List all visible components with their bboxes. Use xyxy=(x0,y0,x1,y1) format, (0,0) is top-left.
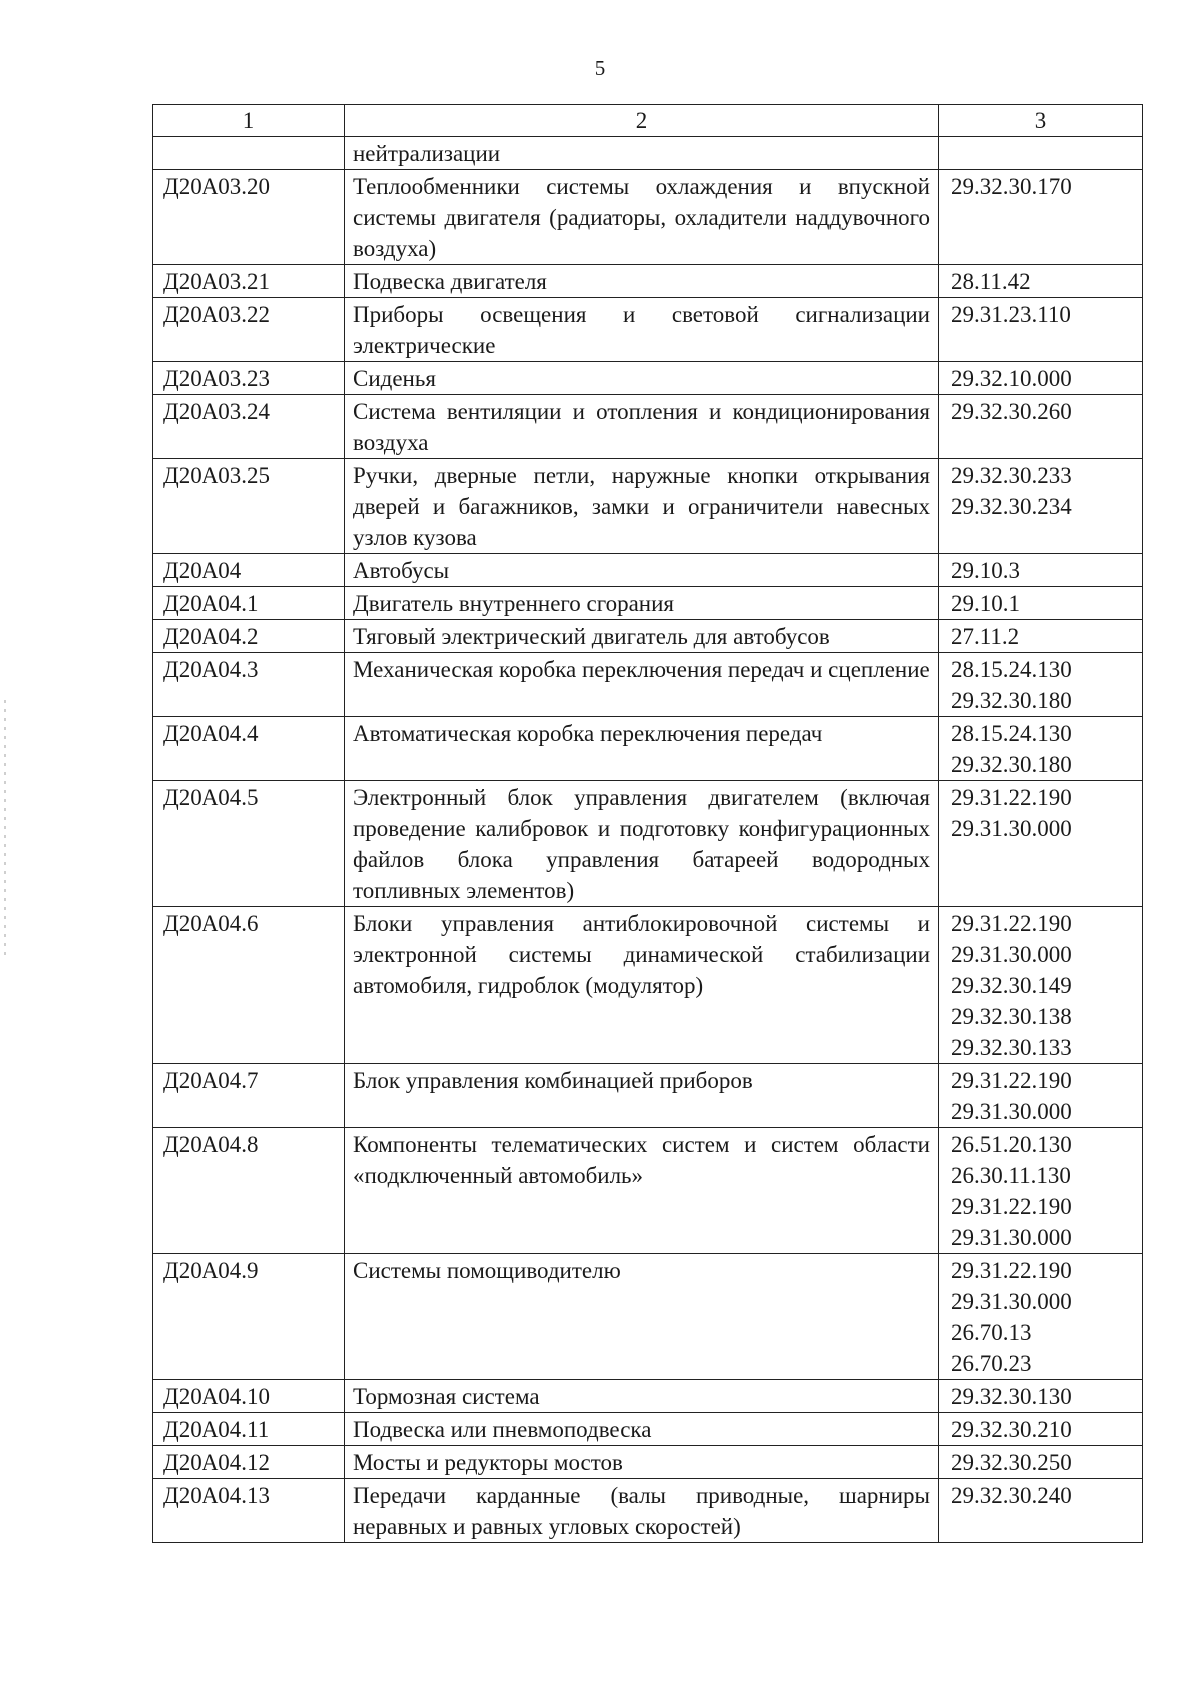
okpd-code: 29.10.1 xyxy=(951,591,1020,616)
row-okpd-codes xyxy=(939,298,1143,362)
table-row xyxy=(153,554,1143,587)
row-code: Д20А03.22 xyxy=(153,298,345,362)
okpd-code: 29.32.30.260 xyxy=(951,399,1072,424)
row-okpd-codes xyxy=(939,1128,1143,1254)
okpd-code: 29.10.3 xyxy=(951,558,1020,583)
okpd-code: 26.70.23 xyxy=(951,1351,1032,1376)
okpd-code: 29.32.30.170 xyxy=(951,174,1072,199)
table-row xyxy=(153,265,1143,298)
okpd-code: 29.32.30.250 xyxy=(951,1450,1072,1475)
row-okpd-codes xyxy=(939,587,1143,620)
row-description: Подвеска двигателя xyxy=(345,265,939,298)
row-okpd-codes xyxy=(939,1064,1143,1128)
row-code: Д20А04.11 xyxy=(153,1413,345,1446)
okpd-code: 29.31.30.000 xyxy=(951,942,1072,967)
okpd-code: 28.11.42 xyxy=(951,269,1031,294)
row-code: Д20А04.10 xyxy=(153,1380,345,1413)
row-okpd-codes xyxy=(939,907,1143,1064)
row-description: Приборы освещения и световой сигнализации электрические xyxy=(345,298,939,362)
row-description: Двигатель внутреннего сгорания xyxy=(345,587,939,620)
row-code: Д20А03.25 xyxy=(153,459,345,554)
okpd-code: 27.11.2 xyxy=(951,624,1020,649)
table-row xyxy=(153,620,1143,653)
row-code: Д20А04.3 xyxy=(153,653,345,717)
row-code: Д20А04.5 xyxy=(153,781,345,907)
row-okpd-codes xyxy=(939,554,1143,587)
row-description: нейтрализации xyxy=(345,137,939,170)
row-okpd-codes xyxy=(939,1479,1143,1543)
row-code: Д20А04.12 xyxy=(153,1446,345,1479)
okpd-code: 29.32.30.138 xyxy=(951,1004,1072,1029)
row-description: Подвеска или пневмоподвеска xyxy=(345,1413,939,1446)
table-row xyxy=(153,653,1143,717)
table-row xyxy=(153,137,1143,170)
okpd-code: 26.30.11.130 xyxy=(951,1163,1071,1188)
page-number: 5 xyxy=(594,56,606,80)
table-row xyxy=(153,907,1143,1064)
row-okpd-codes xyxy=(939,137,1143,170)
row-okpd-codes xyxy=(939,170,1143,265)
table-row xyxy=(153,781,1143,907)
okpd-code: 29.31.30.000 xyxy=(951,1099,1072,1124)
row-code: Д20А04.1 xyxy=(153,587,345,620)
table-row xyxy=(153,1128,1143,1254)
table-row xyxy=(153,298,1143,362)
okpd-code: 28.15.24.130 xyxy=(951,721,1072,746)
row-description: Компоненты телематических систем и систем области «подключенный автомобиль» xyxy=(345,1128,939,1254)
row-okpd-codes xyxy=(939,620,1143,653)
row-description: Система вентиляции и отопления и кондиционирования воздуха xyxy=(345,395,939,459)
row-description: Механическая коробка переключения передач и сцепление xyxy=(345,653,939,717)
table-row xyxy=(153,1446,1143,1479)
row-code: Д20А03.20 xyxy=(153,170,345,265)
okpd-code: 29.32.30.210 xyxy=(951,1417,1072,1442)
row-okpd-codes xyxy=(939,717,1143,781)
table-row xyxy=(153,1479,1143,1543)
table-row xyxy=(153,459,1143,554)
okpd-code: 29.31.22.190 xyxy=(951,1258,1072,1283)
column-header-3: 3 xyxy=(939,105,1143,137)
row-okpd-codes xyxy=(939,395,1143,459)
table-row xyxy=(153,1413,1143,1446)
row-okpd-codes xyxy=(939,1446,1143,1479)
classification-table xyxy=(152,104,1143,1543)
table-row xyxy=(153,395,1143,459)
okpd-code: 26.70.13 xyxy=(951,1320,1032,1345)
table-row xyxy=(153,362,1143,395)
row-code: Д20А04.7 xyxy=(153,1064,345,1128)
row-description: Передачи карданные (валы приводные, шарниры неравных и равных угловых скоростей) xyxy=(345,1479,939,1543)
table-row xyxy=(153,170,1143,265)
row-code: Д20А03.21 xyxy=(153,265,345,298)
okpd-code: 29.31.22.190 xyxy=(951,1194,1072,1219)
row-okpd-codes xyxy=(939,459,1143,554)
row-okpd-codes xyxy=(939,1380,1143,1413)
row-code: Д20А04 xyxy=(153,554,345,587)
okpd-code: 29.32.30.234 xyxy=(951,494,1072,519)
row-code: Д20А04.6 xyxy=(153,907,345,1064)
row-code: Д20А03.23 xyxy=(153,362,345,395)
row-code: Д20А04.13 xyxy=(153,1479,345,1543)
row-code xyxy=(153,137,345,170)
table-row xyxy=(153,717,1143,781)
row-okpd-codes xyxy=(939,265,1143,298)
okpd-code: 29.31.22.190 xyxy=(951,1068,1072,1093)
row-description: Блоки управления антиблокировочной системы и электронной системы динамической стабилизации автомобиля, гидроблок (модулятор) xyxy=(345,907,939,1064)
okpd-code: 29.32.30.149 xyxy=(951,973,1072,998)
row-okpd-codes xyxy=(939,362,1143,395)
table-row xyxy=(153,1254,1143,1380)
okpd-code: 26.51.20.130 xyxy=(951,1132,1072,1157)
okpd-code: 29.32.30.180 xyxy=(951,688,1072,713)
row-description: Мосты и редукторы мостов xyxy=(345,1446,939,1479)
okpd-code: 29.31.22.190 xyxy=(951,785,1072,810)
okpd-code: 29.32.30.233 xyxy=(951,463,1072,488)
row-code: Д20А04.8 xyxy=(153,1128,345,1254)
table-body xyxy=(153,137,1143,1543)
scan-margin-marks xyxy=(4,700,6,960)
row-description: Автобусы xyxy=(345,554,939,587)
row-okpd-codes xyxy=(939,1254,1143,1380)
row-description: Тормозная система xyxy=(345,1380,939,1413)
row-description: Тяговый электрический двигатель для автобусов xyxy=(345,620,939,653)
row-code: Д20А04.4 xyxy=(153,717,345,781)
row-code: Д20А04.9 xyxy=(153,1254,345,1380)
row-description: Электронный блок управления двигателем (включая проведение калибровок и подготовку конфигурационных файлов блока управления батареей водородных топливных элементов) xyxy=(345,781,939,907)
table-row xyxy=(153,1064,1143,1128)
row-description: Системы помощиводителю xyxy=(345,1254,939,1380)
header-row xyxy=(153,105,1143,137)
okpd-code: 29.31.30.000 xyxy=(951,1225,1072,1250)
row-description: Теплообменники системы охлаждения и впускной системы двигателя (радиаторы, охладители наддувочного воздуха) xyxy=(345,170,939,265)
column-header-1: 1 xyxy=(153,105,345,137)
row-okpd-codes xyxy=(939,1413,1143,1446)
column-header-2: 2 xyxy=(345,105,939,137)
okpd-code: 28.15.24.130 xyxy=(951,657,1072,682)
row-okpd-codes xyxy=(939,781,1143,907)
table-row xyxy=(153,1380,1143,1413)
row-description: Ручки, дверные петли, наружные кнопки открывания дверей и багажников, замки и ограничители навесных узлов кузова xyxy=(345,459,939,554)
row-description: Автоматическая коробка переключения передач xyxy=(345,717,939,781)
row-code: Д20А04.2 xyxy=(153,620,345,653)
okpd-code: 29.32.30.133 xyxy=(951,1035,1072,1060)
table-row xyxy=(153,587,1143,620)
row-code: Д20А03.24 xyxy=(153,395,345,459)
okpd-code: 29.31.30.000 xyxy=(951,816,1072,841)
okpd-code: 29.32.30.180 xyxy=(951,752,1072,777)
okpd-code: 29.31.30.000 xyxy=(951,1289,1072,1314)
okpd-code: 29.32.30.130 xyxy=(951,1384,1072,1409)
row-okpd-codes xyxy=(939,653,1143,717)
okpd-code: 29.31.23.110 xyxy=(951,302,1071,327)
row-description: Сиденья xyxy=(345,362,939,395)
row-description: Блок управления комбинацией приборов xyxy=(345,1064,939,1128)
okpd-code: 29.32.10.000 xyxy=(951,366,1072,391)
okpd-code: 29.32.30.240 xyxy=(951,1483,1072,1508)
okpd-code: 29.31.22.190 xyxy=(951,911,1072,936)
